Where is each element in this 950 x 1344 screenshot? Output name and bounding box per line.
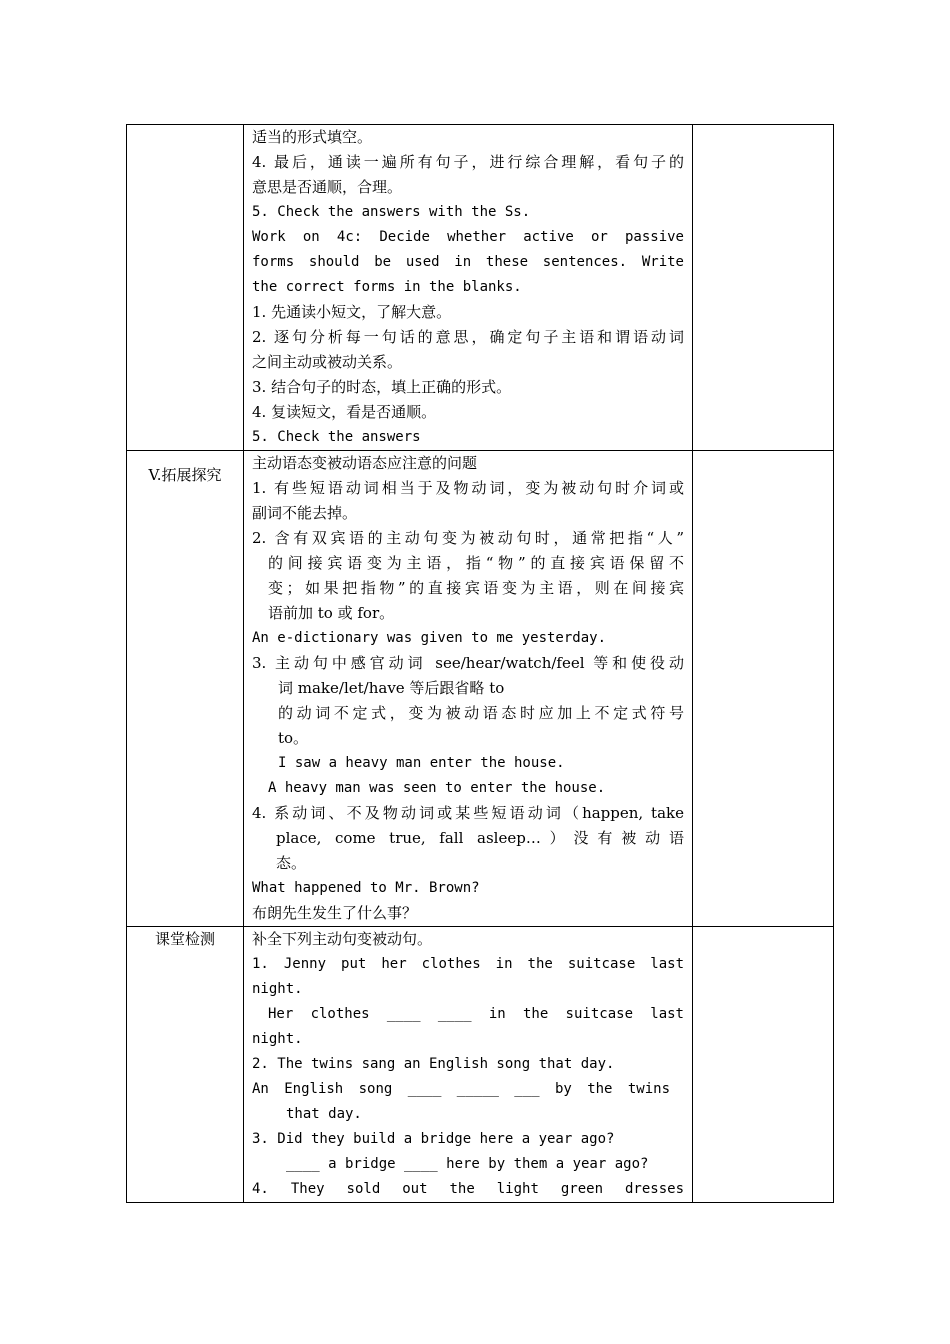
text-line: Work on 4c: Decide whether active or passive <box>252 229 684 245</box>
text-line: 的动词不定式，变为被动语态时应加上不定式符号 <box>278 704 684 722</box>
section-label <box>127 125 243 150</box>
text-line: I saw a heavy man enter the house. <box>278 755 565 771</box>
content-cell <box>244 927 693 1203</box>
text-line: 5. Check the answers with the Ss. <box>252 204 531 220</box>
text-line: Her clothes ____ ____ in the suitcase last <box>268 1006 684 1022</box>
text-line: 词 make/let/have 等后跟省略 to <box>278 679 505 697</box>
text-line: A heavy man was seen to enter the house. <box>268 780 606 796</box>
text-line: 2. 逐句分析每一句话的意思，确定句子主语和谓语动词 <box>252 328 684 346</box>
text-line: 补全下列主动句变被动句。 <box>252 930 433 948</box>
text-line: 3. 主动句中感官动词 see/hear/watch/feel 等和使役动 <box>252 654 684 672</box>
section-label: 课堂检测 <box>154 930 215 948</box>
text-line: that day. <box>286 1106 362 1122</box>
table-row <box>127 927 834 1203</box>
content-cell <box>244 125 693 451</box>
text-line: the correct forms in the blanks. <box>252 279 522 295</box>
text-line: An English song ____ _____ ___ by the twins <box>252 1081 670 1097</box>
text-line: 副词不能去掉。 <box>252 504 358 522</box>
section-cell <box>127 125 244 451</box>
text-line: 之间主动或被动关系。 <box>252 353 403 371</box>
text-line: 的间接宾语变为主语，指“物”的直接宾语保留不 <box>268 554 684 572</box>
text-line: ____ a bridge ____ here by them a year ago? <box>286 1156 649 1172</box>
text-line: 1. 先通读小短文，了解大意。 <box>252 303 452 321</box>
text-line: 5. Check the answers <box>252 429 421 445</box>
text-line: place, come true, fall asleep…）没有被动语 <box>276 829 684 847</box>
text-line: 3. Did they build a bridge here a year ago? <box>252 1131 615 1147</box>
text-line: to。 <box>278 729 309 747</box>
lesson-plan-table <box>126 124 834 1203</box>
text-line: 3. 结合句子的时态，填上正确的形式。 <box>252 378 512 396</box>
section-label: V.拓展探究 <box>148 466 222 484</box>
text-line: 态。 <box>276 854 307 872</box>
text-line: 适当的形式填空。 <box>252 128 373 146</box>
text-line: An e-dictionary was given to me yesterday. <box>252 630 607 646</box>
text-line: forms should be used in these sentences. Write <box>252 254 684 270</box>
text-line: night. <box>252 981 303 997</box>
table-row <box>127 451 834 927</box>
text-line: 4. They sold out the light green dresses <box>252 1181 684 1197</box>
text-line: 2. 含有双宾语的主动句变为被动句时，通常把指“人” <box>252 529 684 547</box>
text-line: 4. 系动词、不及物动词或某些短语动词（happen, take <box>252 804 684 822</box>
text-line: 语前加 to 或 for。 <box>268 604 395 622</box>
notes-cell <box>693 927 834 1203</box>
text-line: 1. Jenny put her clothes in the suitcase last <box>252 956 684 972</box>
text-line: 布朗先生发生了什么事？ <box>252 904 418 922</box>
section-cell <box>127 451 244 927</box>
text-line: 4. 最后，通读一遍所有句子，进行综合理解，看句子的 <box>252 153 684 171</box>
text-line: 2. The twins sang an English song that day. <box>252 1056 615 1072</box>
section-cell <box>127 927 244 1203</box>
text-line: 4. 复读短文，看是否通顺。 <box>252 403 437 421</box>
text-line: 1. 有些短语动词相当于及物动词，变为被动句时介词或 <box>252 479 684 497</box>
notes-cell <box>693 451 834 927</box>
content-cell <box>244 451 693 927</box>
text-line: 意思是否通顺，合理。 <box>252 178 403 196</box>
table-row <box>127 125 834 451</box>
notes-cell <box>693 125 834 451</box>
text-line: What happened to Mr. Brown? <box>252 880 480 896</box>
text-line: 变；如果把指物”的直接宾语变为主语，则在间接宾 <box>268 579 684 597</box>
text-line: night. <box>252 1031 303 1047</box>
text-line: 主动语态变被动语态应注意的问题 <box>252 454 478 472</box>
